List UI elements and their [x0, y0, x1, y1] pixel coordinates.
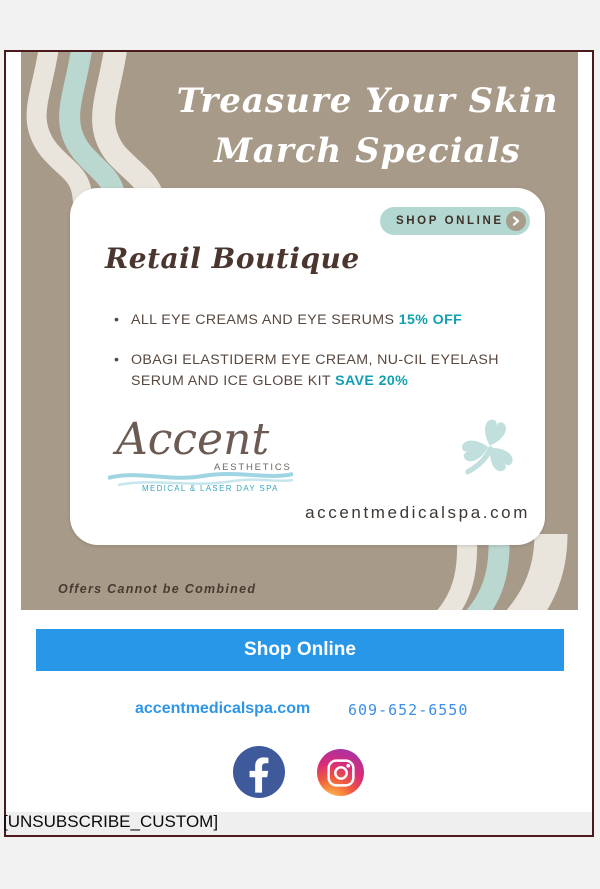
promo-banner — [21, 52, 578, 610]
offer-card — [70, 188, 545, 545]
logo-brand-text: Accent — [116, 414, 270, 465]
banner-title — [161, 76, 574, 176]
footer-website-link[interactable]: accentmedicalspa.com — [135, 700, 311, 717]
card-heading: Retail Boutique — [105, 242, 360, 275]
offer-list — [114, 310, 533, 411]
offer-highlight: 15% OFF — [398, 312, 463, 328]
offer-text: OBAGI ELASTIDERM EYE CREAM, NU-CIL EYELASH SERUM AND ICE GLOBE KIT — [131, 352, 499, 389]
offer-list-item — [114, 350, 533, 392]
footer-phone-link[interactable]: 609-652-6550 — [348, 701, 469, 719]
logo-sub-text: AESTHETICS — [214, 462, 292, 473]
unsubscribe-placeholder: [UNSUBSCRIBE_CUSTOM] — [3, 812, 219, 831]
shop-online-pill-button[interactable] — [380, 207, 530, 235]
facebook-icon[interactable] — [233, 746, 285, 798]
shop-online-pill-label: SHOP ONLINE — [396, 215, 504, 227]
offer-list-item — [114, 310, 533, 331]
shamrock-icon — [450, 412, 526, 500]
shop-online-button[interactable]: Shop Online — [36, 629, 564, 671]
shop-arrow-icon — [506, 211, 526, 231]
offer-text: ALL EYE CREAMS AND EYE SERUMS — [131, 312, 399, 328]
instagram-icon[interactable] — [317, 749, 364, 796]
banner-title-line2: March Specials — [214, 131, 521, 171]
card-website-link[interactable]: accentmedicalspa.com — [305, 503, 530, 522]
banner-title-line1: Treasure Your Skin — [176, 81, 559, 121]
offer-highlight: SAVE 20% — [335, 373, 409, 389]
email-frame — [4, 50, 594, 837]
accent-aesthetics-logo — [80, 412, 320, 542]
logo-tagline-text: MEDICAL & LASER DAY SPA — [142, 484, 279, 493]
offers-note: Offers Cannot be Combined — [58, 582, 257, 596]
